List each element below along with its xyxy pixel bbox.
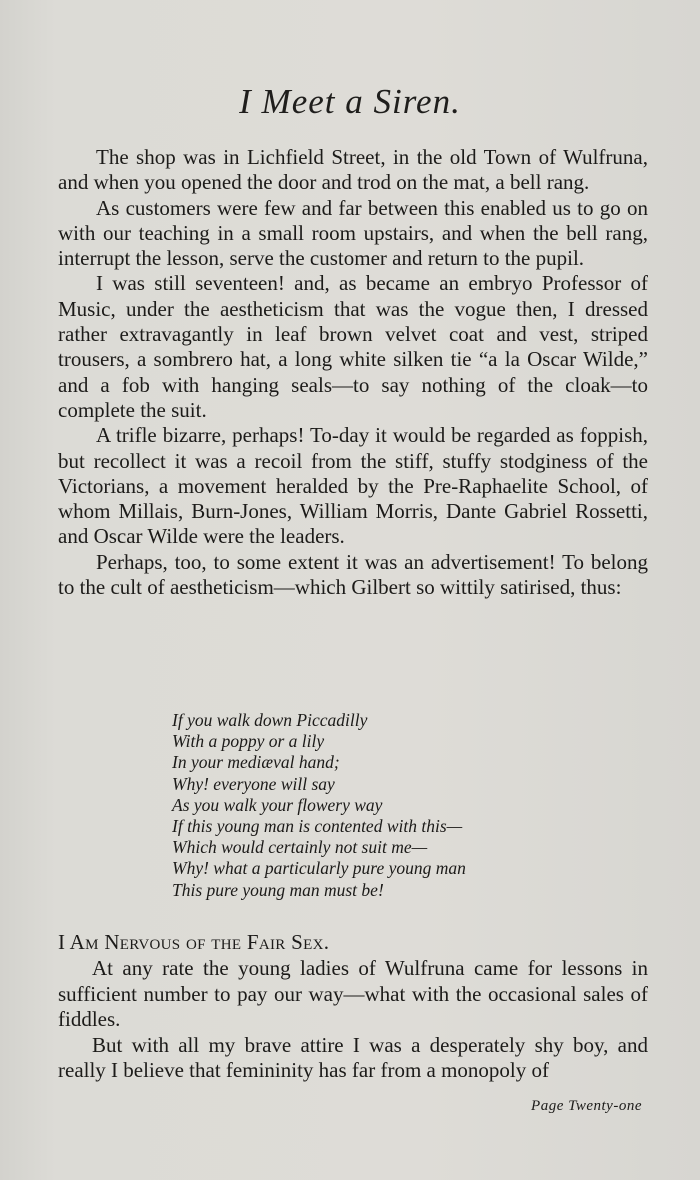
paragraph: The shop was in Lichfield Street, in the old Town of Wulfruna, and when you opened the door and trod on the mat, a bell rang. [58,145,648,195]
poem-line: If you walk down Piccadilly [172,710,368,730]
paragraph: But with all my brave attire I was a desperately shy boy, and really I believe that femininity has far from a monopoly of [58,1032,648,1082]
paragraph: Perhaps, too, to some extent it was an advertisement! To belong to the cult of aestheticism—which Gilbert so wittily satirised, thus: [58,549,648,600]
poem-line: With a poppy or a lily [172,731,325,752]
poem-line: If this young man is contented with this— [172,816,463,837]
poem-line: Why! everyone will say [172,773,335,794]
section-text [58,956,648,1084]
main-text [58,145,648,600]
poem-line: As you walk your flowery way [172,794,383,815]
poem-quote [172,710,592,901]
poem-line: Why! what a particularly pure young man [172,858,466,879]
poem-line: This pure young man must be! [172,879,384,900]
section-heading: I Am Nervous of the Fair Sex. [58,930,330,954]
poem-line: Which would certainly not suit me— [172,837,428,858]
paragraph: At any rate the young ladies of Wulfruna came for lessons in sufficient number to pay our way—what with the occasional sales of fiddles. [58,956,648,1031]
page-number: Page Twenty-one [531,1098,642,1114]
paragraph: I was still seventeen! and, as became an embryo Professor of Music, under the aestheticism that was the vogue then, I dressed rather extravagantly in leaf brown velvet coat and vest, striped trousers, a sombrero hat, a long white silken tie “a la Oscar Wilde,” and a fob with hanging seals—to say nothing of the cloak—to complete the suit. [58,271,648,422]
poem-line: In your mediæval hand; [172,752,340,773]
paragraph: As customers were few and far between this enabled us to go on with our teaching in a small room upstairs, and when the bell rang, interrupt the lesson, serve the customer and return to the pupil. [58,195,648,271]
chapter-title: I Meet a Siren. [239,82,461,121]
paragraph: A trifle bizarre, perhaps! To-day it would be regarded as foppish, but recollect it was a recoil from the stiff, stuffy stodginess of the Victorians, a movement heralded by the Pre-Raphaelite School, of whom Millais, Burn-Jones, William Morris, Dante Gabriel Rossetti, and Oscar Wilde were the leaders. [58,423,648,549]
